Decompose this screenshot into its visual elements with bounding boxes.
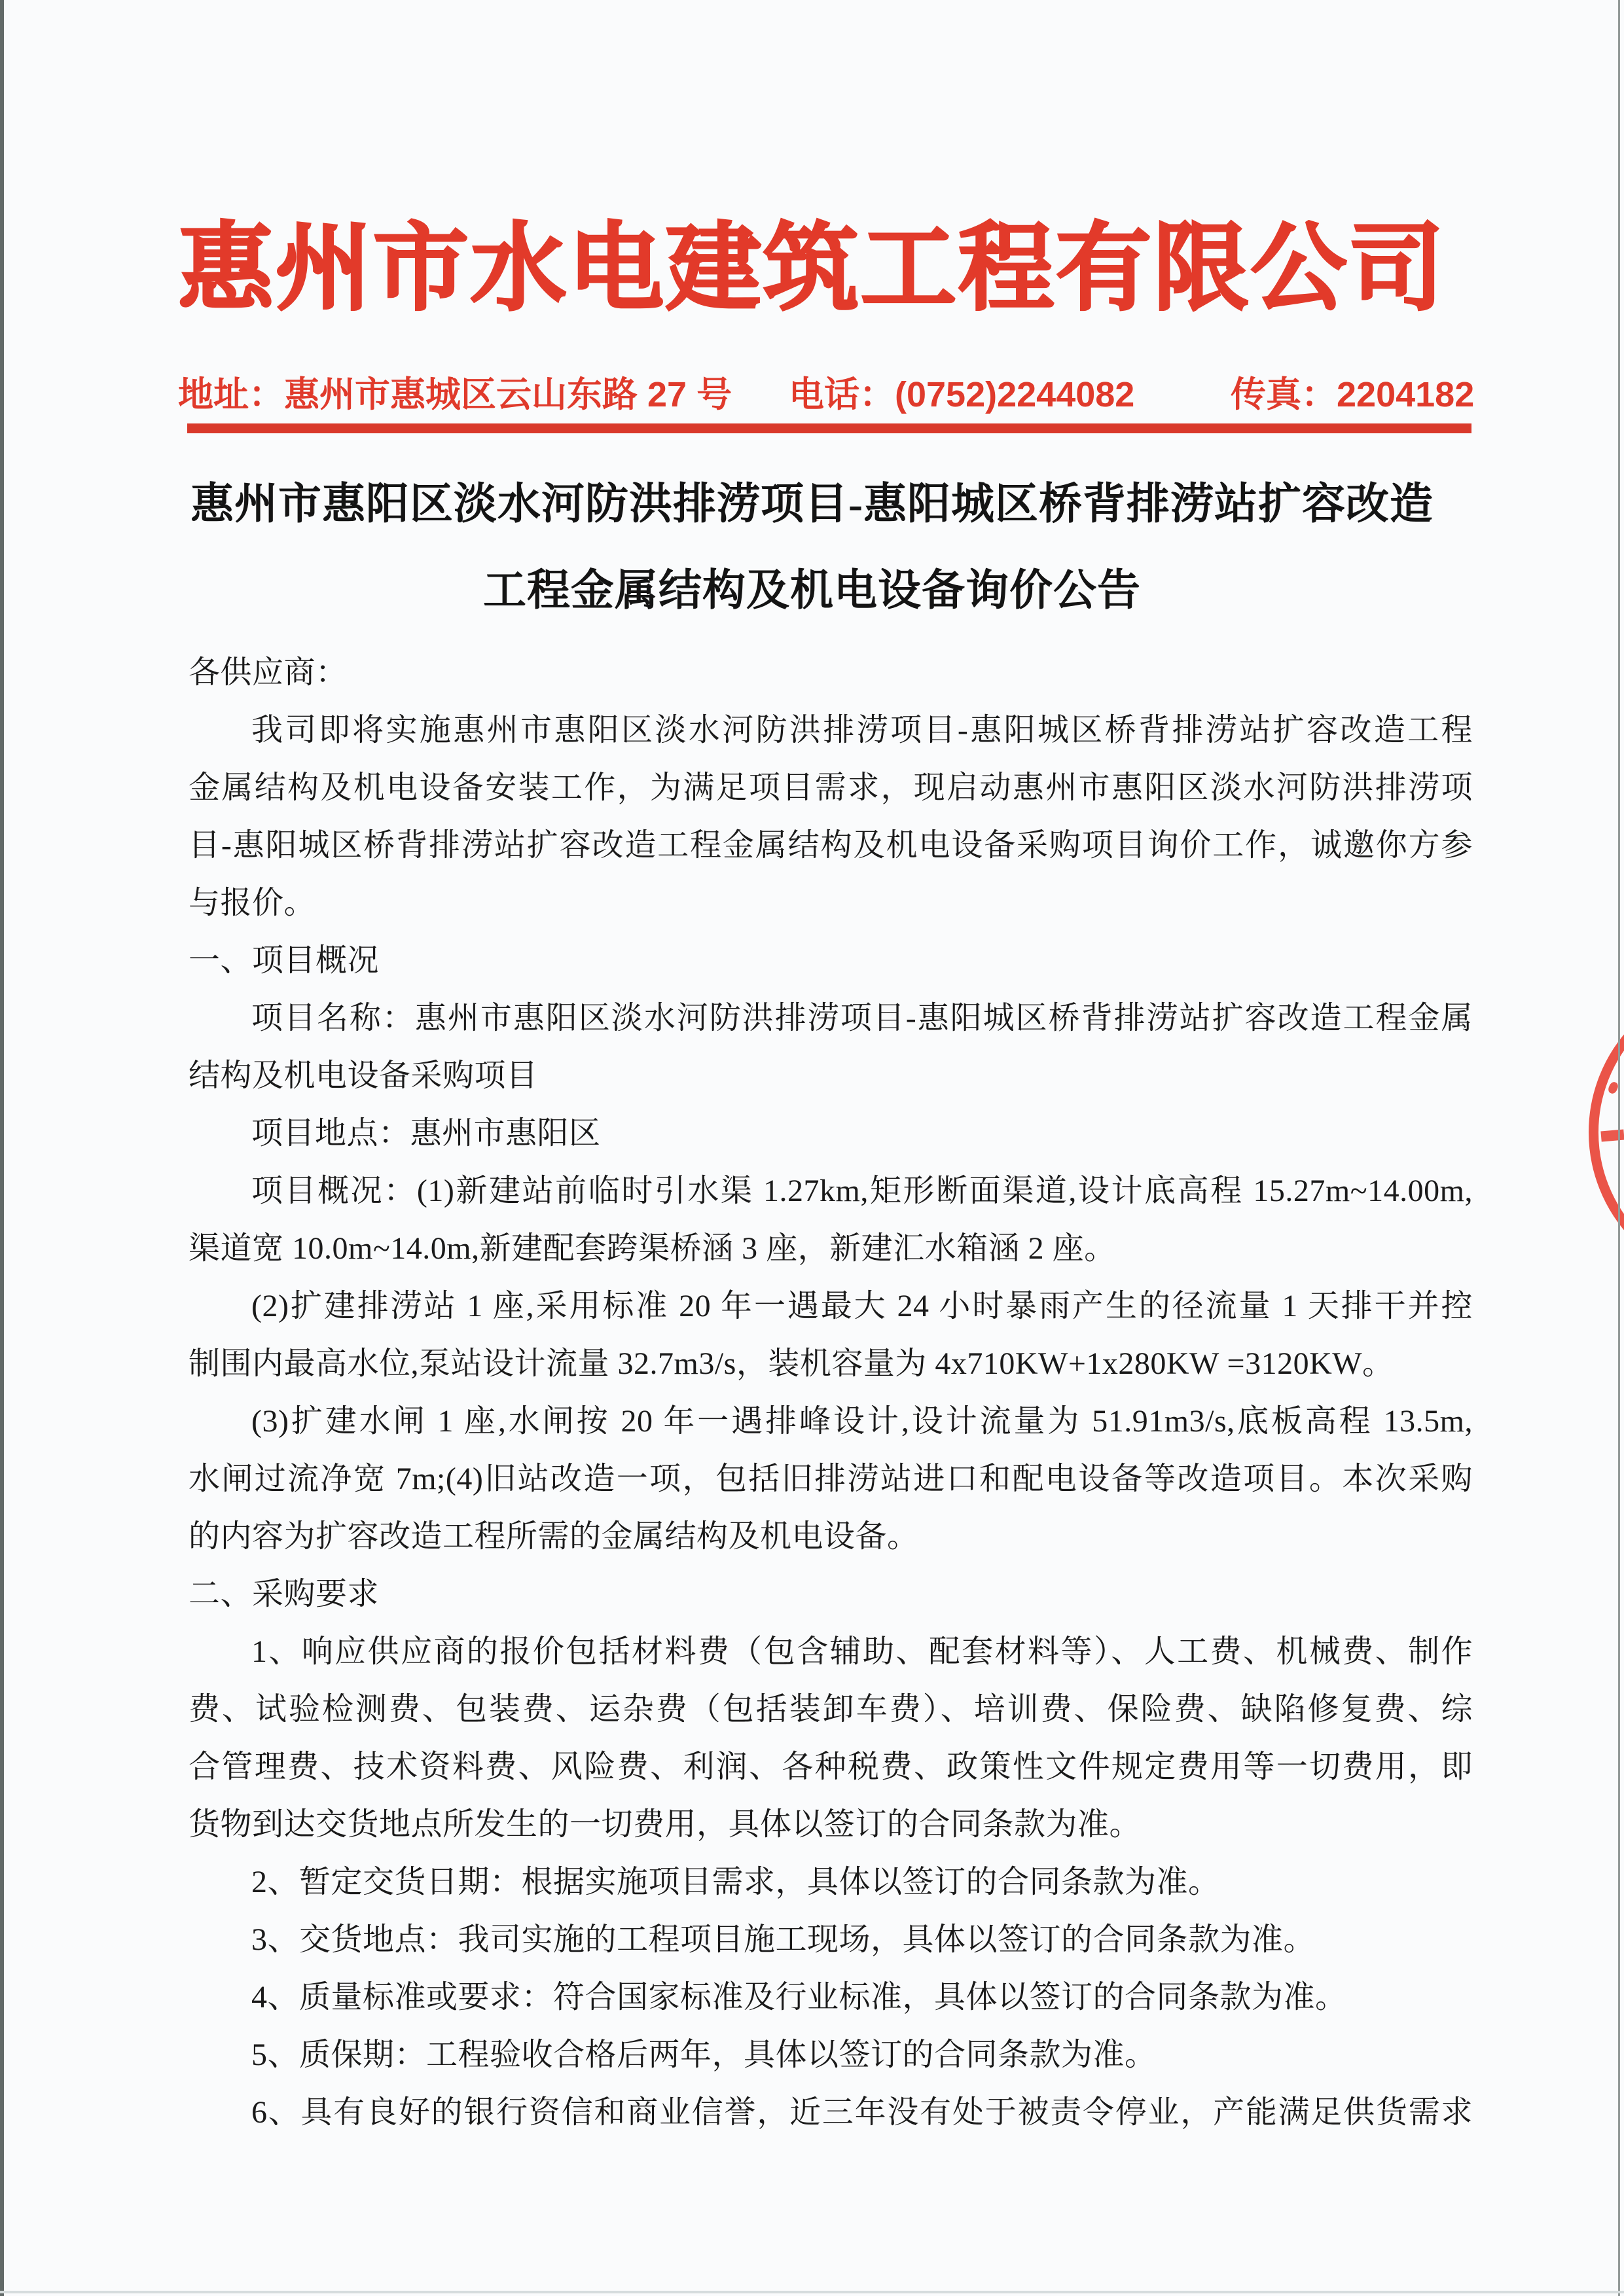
company-phone: 电话：(0752)2244082 — [789, 375, 1135, 414]
body-line: 3、交货地点：我司实施的工程项目施工现场，具体以签订的合同条款为准。 — [251, 1922, 1316, 1957]
company-address: 地址：惠州市惠城区云山东路 27 号 — [178, 375, 732, 414]
body-line: (2)扩建排涝站 1 座,采用标准 20 年一遇最大 24 小时暴雨产生的径流量 1 天排干并控 — [251, 1289, 1473, 1323]
body-line: 金属结构及机电设备安装工作，为满足项目需求，现启动惠州市惠阳区淡水河防洪排涝项 — [189, 770, 1473, 805]
body-line: 货物到达交货地点所发生的一切费用，具体以签订的合同条款为准。 — [189, 1807, 1142, 1842]
body-line: 合管理费、技术资料费、风险费、利润、各种税费、政策性文件规定费用等一切费用，即 — [189, 1749, 1473, 1784]
body-line: 项目地点：惠州市惠阳区 — [251, 1116, 601, 1151]
body-line: 目-惠阳城区桥背排涝站扩容改造工程金属结构及机电设备采购项目询价工作，诚邀你方参 — [189, 828, 1473, 863]
body-line: 4、质量标准或要求：符合国家标准及行业标准，具体以签订的合同条款为准。 — [251, 1980, 1347, 2015]
body-line: 我司即将实施惠州市惠阳区淡水河防洪排涝项目-惠阳城区桥背排涝站扩容改造工程 — [251, 713, 1473, 747]
scan-edge-right — [1618, 0, 1620, 2296]
body-line: 项目概况：(1)新建站前临时引水渠 1.27km,矩形断面渠道,设计底高程 15.27m~14.00m, — [251, 1174, 1473, 1208]
body-line: 结构及机电设备采购项目 — [189, 1058, 538, 1093]
body-line: 制围内最高水位,泵站设计流量 32.7m3/s，装机容量为 4x710KW+1x280KW =3120KW。 — [189, 1346, 1394, 1381]
notice-title-line-1: 惠州市惠阳区淡水河防洪排涝项目-惠阳城区桥背排涝站扩容改造 — [190, 480, 1434, 528]
notice-title — [0, 461, 1624, 634]
notice-title-line-2: 工程金属结构及机电设备询价公告 — [483, 567, 1141, 615]
body-line: 5、质保期：工程验收合格后两年，具体以签订的合同条款为准。 — [251, 2037, 1157, 2072]
body-line: 6、具有良好的银行资信和商业信誉，近三年没有处于被责令停业，产能满足供货需求 — [251, 2095, 1473, 2130]
body-line: 2、暂定交货日期：根据实施项目需求，具体以签订的合同条款为准。 — [251, 1865, 1220, 1899]
company-name-header: 惠州市水电建筑工程有限公司 — [178, 215, 1446, 321]
body-line: 1、响应供应商的报价包括材料费（包含辅助、配套材料等）、人工费、机械费、制作 — [251, 1634, 1473, 1669]
body-line: 渠道宽 10.0m~14.0m,新建配套跨渠桥涵 3 座，新建汇水箱涵 2 座。 — [189, 1231, 1116, 1266]
body-line: 二、采购要求 — [189, 1577, 380, 1611]
body-line: (3)扩建水闸 1 座,水闸按 20 年一遇排峰设计,设计流量为 51.91m3/s,底板高程 13.5m, — [251, 1404, 1473, 1439]
body-line: 与报价。 — [189, 886, 316, 920]
letterhead-divider-rule — [187, 423, 1471, 433]
body-line: 水闸过流净宽 7m;(4)旧站改造一项，包括旧排涝站进口和配电设备等改造项目。本次采购 — [189, 1462, 1473, 1496]
body-line: 各供应商： — [189, 655, 348, 690]
document-body — [189, 644, 1473, 2142]
body-line: 的内容为扩容改造工程所需的金属结构及机电设备。 — [189, 1519, 919, 1554]
scan-edge-bottom — [0, 2291, 1624, 2293]
letterhead-contact-row — [0, 367, 1624, 412]
body-line: 费、试验检测费、包装费、运杂费（包括装卸车费）、培训费、保险费、缺陷修复费、综 — [189, 1692, 1473, 1727]
scan-edge-left — [0, 0, 4, 2296]
company-fax: 传真：2204182 — [1231, 375, 1475, 414]
body-line: 一、项目概况 — [189, 943, 380, 978]
seal-mark-dash — [1600, 1130, 1624, 1142]
body-line: 项目名称：惠州市惠阳区淡水河防洪排涝项目-惠阳城区桥背排涝站扩容改造工程金属 — [251, 1001, 1473, 1035]
